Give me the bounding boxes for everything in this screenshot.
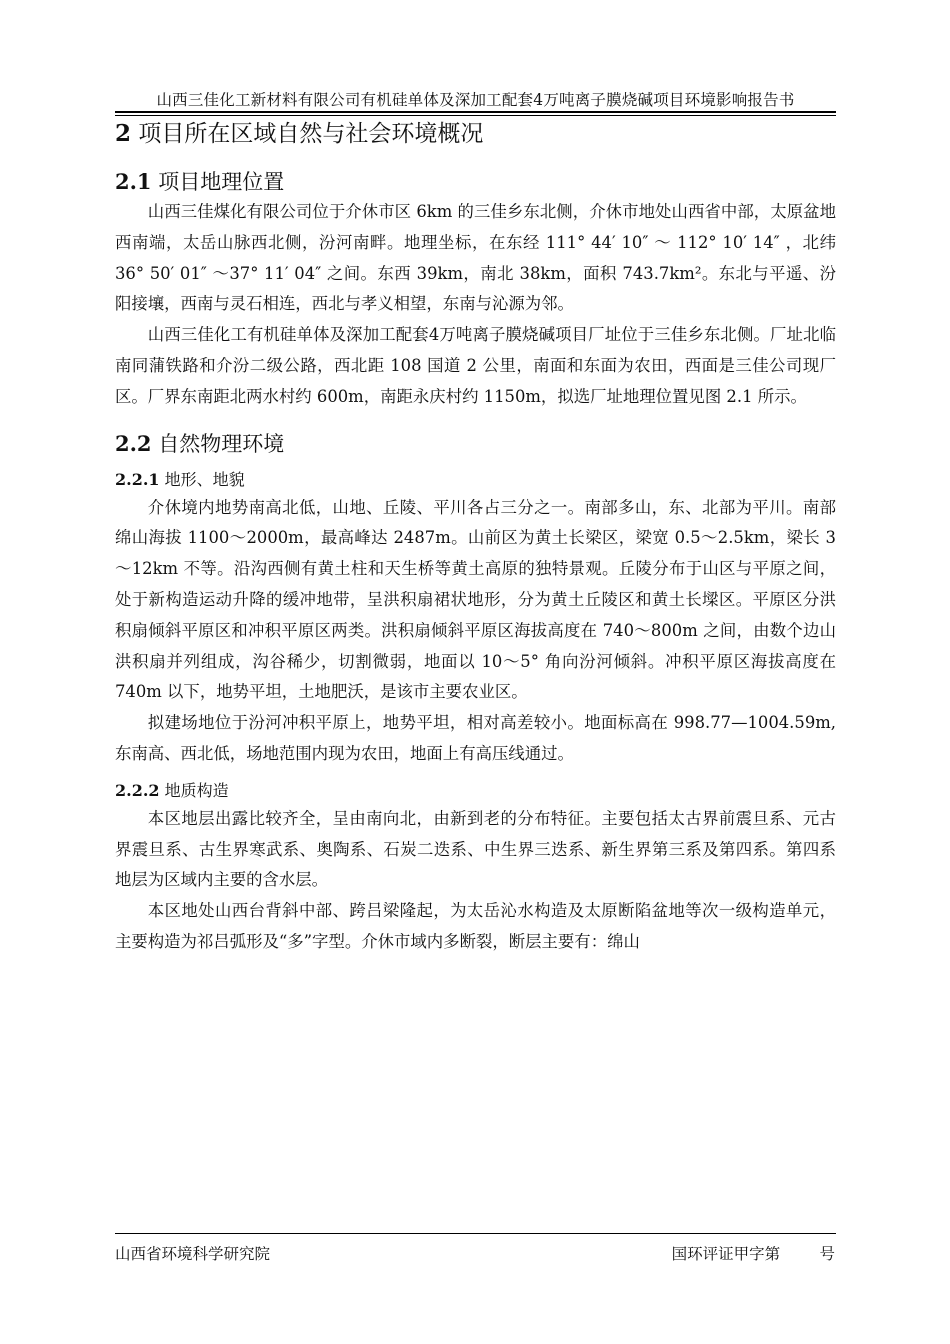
section-title: 项目地理位置 bbox=[158, 170, 285, 194]
section-number: 2.2 bbox=[115, 430, 152, 456]
subsection-title: 地形、地貌 bbox=[164, 469, 245, 489]
paragraph: 本区地处山西台背斜中部、跨吕梁隆起，为太岳沁水构造及太原断陷盆地等次一级构造单元，主要构造为祁吕弧形及“多”字型。介休市域内多断裂，断层主要有：绵山 bbox=[115, 901, 836, 951]
chapter-title: 项目所在区域自然与社会环境概况 bbox=[138, 121, 484, 147]
paragraph: 拟建场地位于汾河冲积平原上，地势平坦，相对高差较小。地面标高在 998.77—1004.59m,东南高、西北低，场地范围内现为农田，地面上有高压线通过。 bbox=[115, 713, 836, 763]
subsection-title: 地质构造 bbox=[164, 780, 229, 800]
subsection-heading-2-2-2 bbox=[115, 778, 836, 804]
header-rule-thin bbox=[115, 115, 836, 116]
section-heading-2-2 bbox=[115, 429, 836, 459]
subsection-number: 2.2.1 bbox=[115, 469, 160, 489]
paragraph: 本区地层出露比较齐全，呈由南向北，由新到老的分布特征。主要包括太古界前震旦系、元古界震旦系、古生界寒武系、奥陶系、石炭二迭系、中生界三迭系、新生界第三系及第四系。第四系地层为区域内主要的含水层。 bbox=[115, 808, 836, 890]
section-heading-2-1 bbox=[115, 167, 836, 197]
paragraph: 山西三佳煤化有限公司位于介休市区 6km 的三佳乡东北侧，介休市地处山西省中部，太原盆地西南端，太岳山脉西北侧，汾河南畔。地理坐标，在东经 111° 44′ 10″ ～ 112° 10′ 14″ ，北纬 36° 50′ 01″ ～37° 11′ 04″ 之间。东西 39km，南北 38km，面积 743.7km²。东北与平遥、汾阳接壤，西南与灵石相连，西北与孝义相望，东南与沁源为邻。 bbox=[115, 202, 836, 314]
section-number: 2.1 bbox=[115, 169, 152, 194]
section-title: 自然物理环境 bbox=[158, 431, 285, 456]
subsection-heading-2-2-1 bbox=[115, 467, 836, 493]
paragraph: 山西三佳化工有机硅单体及深加工配套4万吨离子膜烧碱项目厂址位于三佳乡东北侧。厂址北临南同蒲铁路和介汾二级公路，西北距 108 国道 2 公里，南面和东面为农田，西面是三佳公司现厂区。厂界东南距北两水村约 600m，南距永庆村约 1150m，拟选厂址地理位置见图 2.1 所示。 bbox=[115, 325, 836, 406]
running-header: 山西三佳化工新材料有限公司有机硅单体及深加工配套4万吨离子膜烧碱项目环境影响报告书 bbox=[156, 91, 795, 109]
footer-institute: 山西省环境科学研究院 bbox=[115, 1245, 271, 1263]
paragraph: 介休境内地势南高北低，山地、丘陵、平川各占三分之一。南部多山，东、北部为平川。南部绵山海拔 1100～2000m，最高峰达 2487m。山前区为黄土长梁区，梁宽 0.5～2.5km，梁长 3～12km 不等。沿沟西侧有黄土柱和天生桥等黄土高原的独特景观。丘陵分布于山区与平原之间，处于新构造运动升降的缓冲地带，呈洪积扇裙状地形，分为黄土丘陵区和黄土长墚区。平原区分洪积扇倾斜平原区和冲积平原区两类。洪积扇倾斜平原区海拔高度在 740～800m 之间，由数个边山洪积扇并列组成，沟谷稀少，切割微弱，地面以 10～5° 角向汾河倾斜。冲积平原区海拔高度在 740m 以下，地势平坦，土地肥沃，是该市主要农业区。 bbox=[115, 497, 836, 702]
chapter-number: 2 bbox=[115, 120, 132, 147]
chapter-heading bbox=[115, 117, 836, 151]
subsection-number: 2.2.2 bbox=[115, 780, 160, 800]
footer-certificate: 国环评证甲字第 号 bbox=[671, 1245, 835, 1263]
document-body bbox=[115, 117, 836, 958]
header-rule-thick bbox=[115, 111, 836, 113]
footer-rule bbox=[115, 1233, 836, 1234]
